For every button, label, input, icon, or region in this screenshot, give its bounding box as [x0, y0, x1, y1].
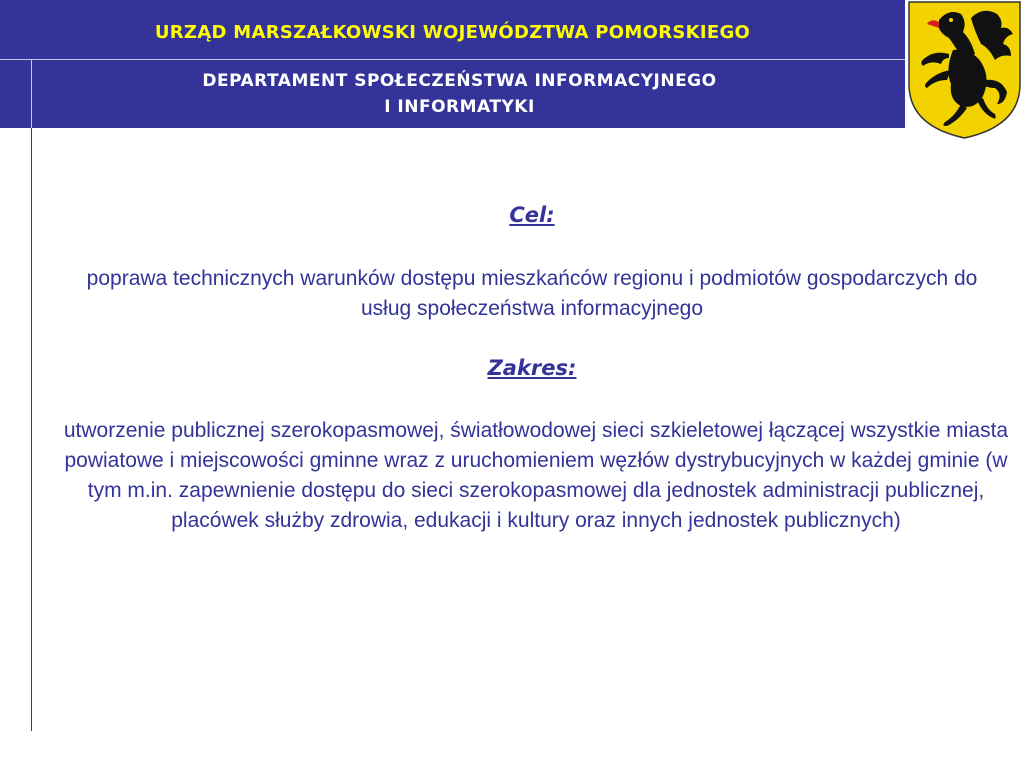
header-divider [0, 59, 905, 60]
goal-heading: Cel: [509, 203, 555, 227]
goal-text: poprawa technicznych warunków dostępu mieszkańców regionu i podmiotów gospodarczych do usług społeczeństwa informacyjnego [86, 267, 978, 320]
department-title [32, 68, 887, 120]
organization-title: URZĄD MARSZAŁKOWSKI WOJEWÓDZTWA POMORSKIEGO [154, 22, 751, 43]
department-title-line2: I INFORMATYKI [384, 97, 535, 117]
scope-heading: Zakres: [487, 356, 577, 380]
scope-text: utworzenie publicznej szerokopasmowej, światłowodowej sieci szkieletowej łączącej wszystkie miasta powiatowe i miejscowości gminne wraz z uruchomieniem węzłów dystrybucyjnych w każdej gminie (w tym m.in. zapewnienie dostępu do sieci szerokopasmowej dla jednostek administracji publicznej, placówek służby zdrowia, edukacji i kultury oraz innych jednostek publicznych) [63, 419, 1009, 532]
department-title-line1: DEPARTAMENT SPOŁECZEŃSTWA INFORMACYJNEGO [202, 71, 717, 91]
griffin-crest-icon [905, 0, 1024, 140]
left-margin-line [31, 128, 32, 731]
